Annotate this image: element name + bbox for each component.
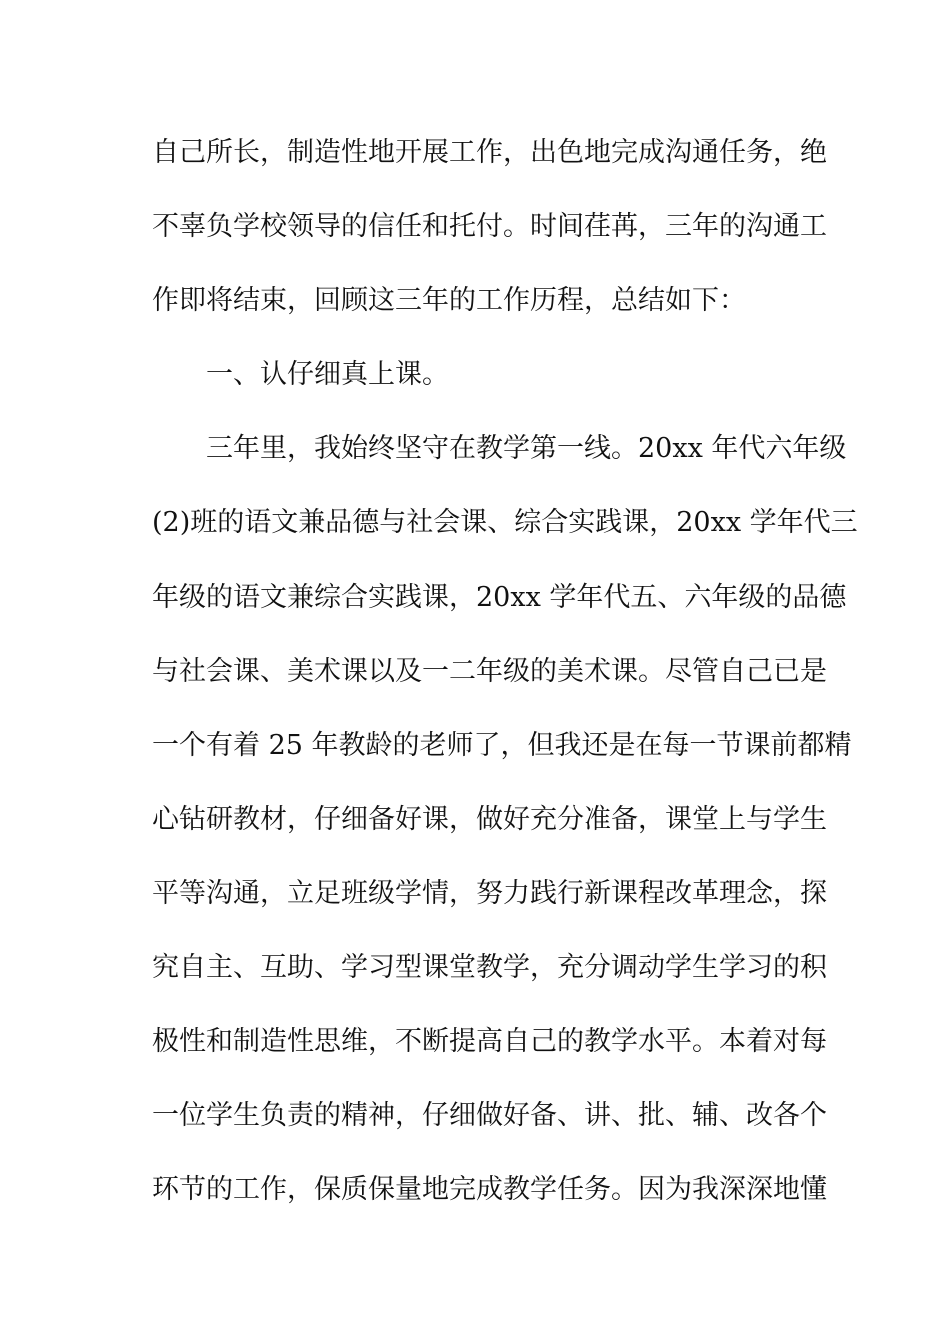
text-line: 一个有着 25 年教龄的老师了，但我还是在每一节课前都精 bbox=[152, 729, 852, 761]
body-text bbox=[152, 126, 858, 1237]
text-line: 平等沟通，立足班级学情，努力践行新课程改革理念，探 bbox=[152, 877, 827, 909]
text-line: 究自主、互助、学习型课堂教学，充分调动学生学习的积 bbox=[152, 952, 827, 984]
text-line: 作即将结束，回顾这三年的工作历程，总结如下： bbox=[152, 285, 746, 317]
text-line: 一位学生负责的精神，仔细做好备、讲、批、辅、改各个 bbox=[152, 1100, 827, 1132]
text-line: 极性和制造性思维，不断提高自己的教学水平。本着对每 bbox=[152, 1026, 827, 1058]
section-heading: 一、认仔细真上课。 bbox=[206, 359, 449, 391]
paragraph-start-line: 三年里，我始终坚守在教学第一线。20xx 年代六年级 bbox=[206, 433, 847, 465]
text-line: 不辜负学校领导的信任和托付。时间荏苒，三年的沟通工 bbox=[152, 211, 827, 243]
text-line: 与社会课、美术课以及一二年级的美术课。尽管自己已是 bbox=[152, 655, 827, 687]
text-line: 自己所长，制造性地开展工作，出色地完成沟通任务，绝 bbox=[152, 137, 827, 168]
text-line: 心钻研教材，仔细备好课，做好充分准备，课堂上与学生 bbox=[152, 803, 827, 835]
text-line: 环节的工作，保质保量地完成教学任务。因为我深深地懂 bbox=[152, 1174, 827, 1206]
text-line: (2)班的语文兼品德与社会课、综合实践课，20xx 学年代三 bbox=[152, 507, 858, 539]
text-line: 年级的语文兼综合实践课，20xx 学年代五、六年级的品德 bbox=[152, 581, 847, 613]
